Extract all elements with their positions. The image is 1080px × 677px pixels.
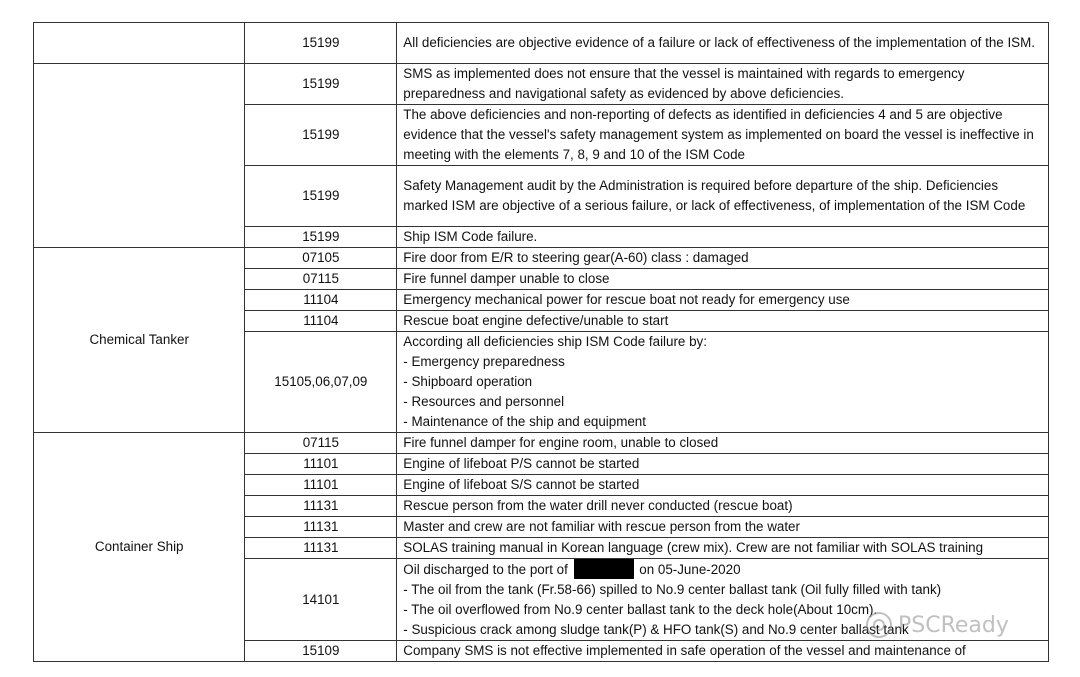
description-cell: The above deficiencies and non-reporting of defects as identified in deficiencies 4 and 5 are objective evidence that the vessel's safety management system as implemented on board the vessel is ineffective in meeting with the elements 7, 8, 9 and 10 of the ISM Code bbox=[397, 105, 1049, 166]
description-line: - The oil overflowed from No.9 center ballast tank to the deck hole(About 10cm). bbox=[403, 602, 878, 617]
code-cell: 11131 bbox=[245, 496, 397, 517]
ship-type-container-ship: Container Ship bbox=[34, 433, 245, 662]
code-cell: 07115 bbox=[245, 433, 397, 454]
code-cell: 07115 bbox=[245, 269, 397, 290]
description-line: - Resources and personnel bbox=[403, 394, 565, 409]
deficiency-table bbox=[33, 22, 1049, 662]
description-line: - Shipboard operation bbox=[403, 374, 533, 389]
description-cell: Engine of lifeboat S/S cannot be started bbox=[397, 475, 1049, 496]
code-cell: 11101 bbox=[245, 475, 397, 496]
description-cell: Rescue boat engine defective/unable to start bbox=[397, 311, 1049, 332]
description-cell: All deficiencies are objective evidence of a failure or lack of effectiveness of the implementation of the ISM. bbox=[397, 23, 1049, 64]
redaction-box bbox=[574, 559, 634, 579]
description-text: Oil discharged to the port of bbox=[403, 562, 568, 577]
code-cell: 07105 bbox=[245, 248, 397, 269]
code-cell: 15199 bbox=[245, 105, 397, 166]
description-line: - Emergency preparedness bbox=[403, 354, 565, 369]
table-row bbox=[34, 64, 1049, 105]
ship-type-chemical-tanker: Chemical Tanker bbox=[34, 248, 245, 433]
description-cell: SOLAS training manual in Korean language (crew mix). Crew are not familiar with SOLAS training bbox=[397, 538, 1049, 559]
description-line bbox=[403, 559, 1042, 580]
description-cell: Safety Management audit by the Administration is required before departure of the ship. Deficiencies marked ISM are objective of a serious failure, or lack of effectiveness, of implementation of the ISM Code bbox=[397, 166, 1049, 227]
description-cell: Master and crew are not familiar with rescue person from the water bbox=[397, 517, 1049, 538]
description-cell: SMS as implemented does not ensure that the vessel is maintained with regards to emergency preparedness and navigational safety as evidenced by above deficiencies. bbox=[397, 64, 1049, 105]
description-cell: Ship ISM Code failure. bbox=[397, 227, 1049, 248]
code-cell: 11104 bbox=[245, 290, 397, 311]
description-text: on 05-June-2020 bbox=[639, 562, 741, 577]
table-row bbox=[34, 248, 1049, 269]
description-cell: Rescue person from the water drill never conducted (rescue boat) bbox=[397, 496, 1049, 517]
watermark-text: PSCReady bbox=[898, 612, 1009, 638]
ship-type-cell bbox=[34, 23, 245, 64]
description-line: According all deficiencies ship ISM Code failure by: bbox=[403, 334, 707, 349]
description-cell bbox=[397, 559, 1049, 641]
table-row bbox=[34, 433, 1049, 454]
description-cell: Engine of lifeboat P/S cannot be started bbox=[397, 454, 1049, 475]
description-line: - The oil from the tank (Fr.58-66) spilled to No.9 center ballast tank (Oil fully filled with tank) bbox=[403, 582, 942, 597]
code-cell: 11101 bbox=[245, 454, 397, 475]
code-cell: 15199 bbox=[245, 227, 397, 248]
description-cell: Company SMS is not effective implemented in safe operation of the vessel and maintenance of bbox=[397, 641, 1049, 662]
code-cell: 15199 bbox=[245, 64, 397, 105]
code-cell: 11131 bbox=[245, 517, 397, 538]
code-cell: 11131 bbox=[245, 538, 397, 559]
code-cell: 15109 bbox=[245, 641, 397, 662]
code-cell: 14101 bbox=[245, 559, 397, 641]
code-cell: 15105,06,07,09 bbox=[245, 332, 397, 433]
code-cell: 15199 bbox=[245, 23, 397, 64]
description-cell: Fire funnel damper unable to close bbox=[397, 269, 1049, 290]
code-cell: 11104 bbox=[245, 311, 397, 332]
ship-type-cell bbox=[34, 64, 245, 248]
description-line: - Maintenance of the ship and equipment bbox=[403, 414, 646, 429]
description-line: - Suspicious crack among sludge tank(P) & HFO tank(S) and No.9 center ballast tank bbox=[403, 622, 909, 637]
table-row bbox=[34, 23, 1049, 64]
description-cell bbox=[397, 332, 1049, 433]
code-cell: 15199 bbox=[245, 166, 397, 227]
description-cell: Fire door from E/R to steering gear(A-60) class : damaged bbox=[397, 248, 1049, 269]
description-cell: Fire funnel damper for engine room, unable to closed bbox=[397, 433, 1049, 454]
description-cell: Emergency mechanical power for rescue boat not ready for emergency use bbox=[397, 290, 1049, 311]
